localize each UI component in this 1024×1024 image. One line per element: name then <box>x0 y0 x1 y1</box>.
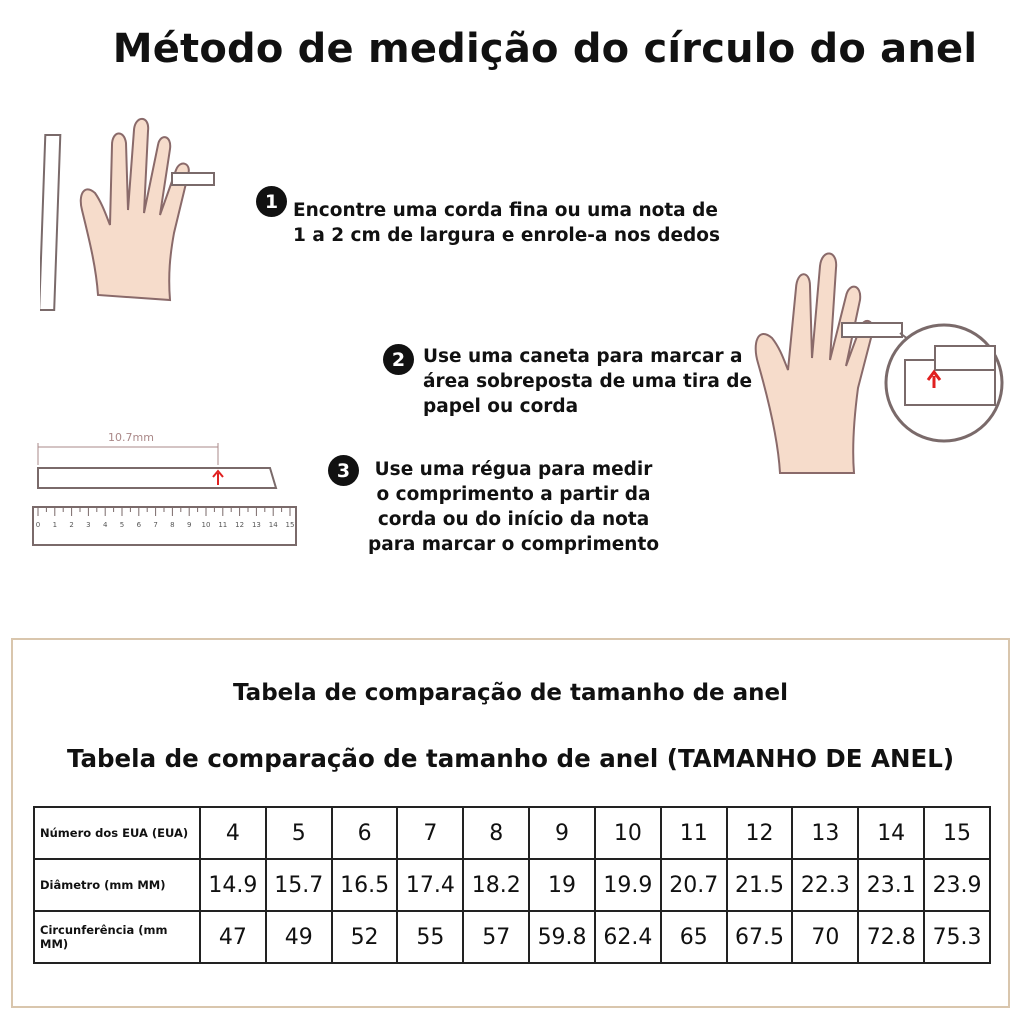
table-cell: 15 <box>924 807 990 859</box>
size-table-panel <box>11 638 1010 1008</box>
ruler-tick-label: 4 <box>102 521 108 529</box>
ruler-tick-label: 15 <box>285 521 295 529</box>
step-3 <box>328 455 659 557</box>
step-3-text <box>368 457 659 557</box>
table-row <box>34 911 990 963</box>
table-cell: 59.8 <box>529 911 595 963</box>
ruler-tick-label: 1 <box>52 521 58 529</box>
table-cell: 70 <box>792 911 858 963</box>
table-cell: 57 <box>463 911 529 963</box>
row-header: Diâmetro (mm MM) <box>34 859 200 911</box>
page-title: Método de medição do círculo do anel <box>112 26 978 72</box>
table-cell: 55 <box>397 911 463 963</box>
table-cell: 14.9 <box>200 859 266 911</box>
step-1-line <box>293 198 720 248</box>
table-cell: 19 <box>529 859 595 911</box>
table-cell: 10 <box>595 807 661 859</box>
table-row <box>34 807 990 859</box>
step-text-line: para marcar o comprimento <box>368 534 660 555</box>
table-cell: 13 <box>792 807 858 859</box>
measure-label: 10.7mm <box>108 431 154 444</box>
table-row <box>34 859 990 911</box>
table-cell: 21.5 <box>727 859 793 911</box>
table-cell: 6 <box>332 807 398 859</box>
step-2-number: 2 <box>383 344 414 375</box>
hand-mark-illustration <box>750 248 1010 478</box>
ruler-illustration <box>28 425 303 550</box>
step-2-text <box>423 344 752 419</box>
ruler-tick-label: 0 <box>35 521 41 529</box>
step-2 <box>383 344 752 419</box>
ring-size-table <box>33 806 991 964</box>
step-text-line: o comprimento a partir da <box>376 484 651 505</box>
table-cell: 15.7 <box>266 859 332 911</box>
table-cell: 8 <box>463 807 529 859</box>
table-cell: 72.8 <box>858 911 924 963</box>
ruler-tick-label: 8 <box>170 521 175 529</box>
step-1-number: 1 <box>256 186 287 217</box>
table-cell: 17.4 <box>397 859 463 911</box>
ruler-tick-label: 2 <box>69 521 74 529</box>
step-2-line <box>423 344 752 419</box>
row-header: Circunferência (mm MM) <box>34 911 200 963</box>
ruler-tick-label: 13 <box>251 521 261 529</box>
ruler-tick-label: 10 <box>201 521 211 529</box>
hand-wrap-illustration <box>40 115 230 315</box>
step-text-line: Use uma caneta para marcar a <box>423 346 743 367</box>
table-cell: 19.9 <box>595 859 661 911</box>
table-cell: 67.5 <box>727 911 793 963</box>
table-cell: 12 <box>727 807 793 859</box>
table-cell: 23.9 <box>924 859 990 911</box>
table-cell: 47 <box>200 911 266 963</box>
ruler-tick-label: 9 <box>186 521 192 529</box>
table-cell: 4 <box>200 807 266 859</box>
table-cell: 62.4 <box>595 911 661 963</box>
step-text-line: corda ou do início da nota <box>377 509 650 530</box>
table-cell: 52 <box>332 911 398 963</box>
ruler-tick-label: 14 <box>268 521 278 529</box>
ruler-tick-label: 6 <box>136 521 142 529</box>
table-cell: 7 <box>397 807 463 859</box>
ruler-tick-label: 7 <box>153 521 158 529</box>
step-1-text <box>293 198 720 248</box>
table-cell: 75.3 <box>924 911 990 963</box>
table-cell: 9 <box>529 807 595 859</box>
ruler-tick-label: 12 <box>235 521 245 529</box>
table-subtitle: Tabela de comparação de tamanho de anel (TAMANHO DE ANEL) <box>66 744 955 773</box>
ruler-tick-label: 11 <box>218 521 228 529</box>
step-1 <box>256 186 720 248</box>
step-text-line: área sobreposta de uma tira de <box>423 371 753 392</box>
ruler-tick-label: 3 <box>86 521 91 529</box>
table-cell: 5 <box>266 807 332 859</box>
table-cell: 14 <box>858 807 924 859</box>
table-cell: 65 <box>661 911 727 963</box>
table-cell: 23.1 <box>858 859 924 911</box>
step-3-number: 3 <box>328 455 359 486</box>
step-text-line: papel ou corda <box>423 396 579 417</box>
table-cell: 49 <box>266 911 332 963</box>
table-cell: 20.7 <box>661 859 727 911</box>
step-text-line: Encontre uma corda fina ou uma nota de <box>293 200 718 221</box>
step-text-line: Use uma régua para medir <box>374 459 653 480</box>
table-cell: 22.3 <box>792 859 858 911</box>
step-text-line: 1 a 2 cm de largura e enrole-a nos dedos <box>293 225 720 246</box>
table-cell: 16.5 <box>332 859 398 911</box>
row-header: Número dos EUA (EUA) <box>34 807 200 859</box>
step-3-line <box>368 457 659 557</box>
ruler-tick-label: 5 <box>119 521 125 529</box>
table-cell: 18.2 <box>463 859 529 911</box>
table-cell: 11 <box>661 807 727 859</box>
table-title: Tabela de comparação de tamanho de anel <box>232 680 789 706</box>
